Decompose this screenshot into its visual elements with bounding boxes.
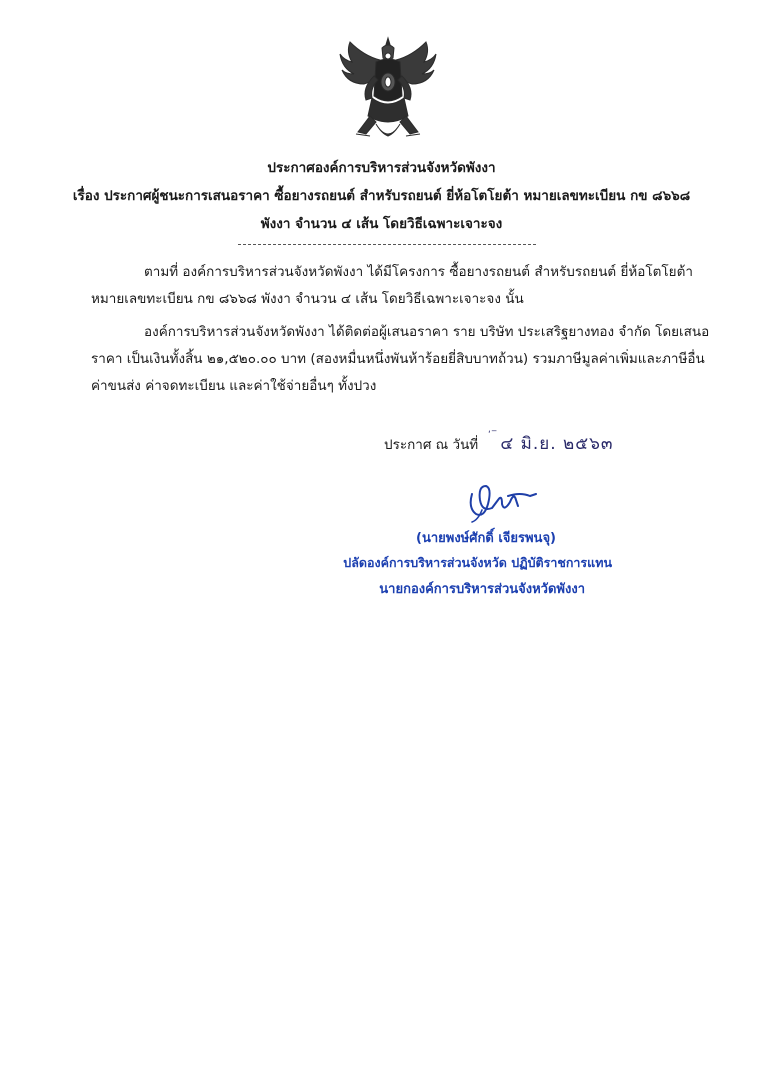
paragraph-2-line-3: ค่าขนส่ง ค่าจดทะเบียน และค่าใช้จ่ายอื่นๆ ทั้งปวง: [91, 378, 377, 394]
announcement-subject: เรื่อง ประกาศผู้ชนะการเสนอราคา ซื้อยางรถยนต์ สำหรับรถยนต์ ยี่ห้อโตโยต้า หมายเลขทะเบียน กข ๘๖๖๘: [72, 188, 691, 204]
date-value: ๔ มิ.ย. ๒๕๖๓: [500, 434, 614, 454]
paragraph-2-line-2: ราคา เป็นเงินทั้งสิ้น ๒๑,๕๒๐.๐๐ บาท (สองหมื่นหนึ่งพันห้าร้อยยี่สิบบาทถ้วน) รวมภาษีมูลค่าเพิ่มและภาษีอื่น: [91, 351, 705, 367]
date-label: ประกาศ ณ วันที่: [384, 437, 479, 453]
paragraph-1-line-2: หมายเลขทะเบียน กข ๘๖๖๘ พังงา จำนวน ๔ เส้น โดยวิธีเฉพาะเจาะจง นั้น: [91, 291, 524, 307]
handwritten-signature: [458, 474, 548, 524]
paragraph-1-line-1: ตามที่ องค์การบริหารส่วนจังหวัดพังงา ได้มีโครงการ ซื้อยางรถยนต์ สำหรับรถยนต์ ยี่ห้อโตโยต้า: [144, 264, 693, 280]
announcement-subject-cont: พังงา จำนวน ๔ เส้น โดยวิธีเฉพาะเจาะจง: [260, 216, 503, 232]
paragraph-2-line-1: องค์การบริหารส่วนจังหวัดพังงา ได้ติดต่อผู้เสนอราคา ราย บริษัท ประเสริฐยางทอง จำกัด โดยเสนอ: [144, 324, 710, 340]
announcement-title: ประกาศองค์การบริหารส่วนจังหวัดพังงา: [267, 160, 496, 176]
signatory-position-2: นายกองค์การบริหารส่วนจังหวัดพังงา: [379, 582, 585, 597]
date-stamp: ‘‾ ๔ มิ.ย. ๒๕๖๓: [488, 430, 614, 454]
signatory-name: (นายพงษ์ศักดิ์ เจียรพนจุ): [416, 531, 556, 546]
signatory-position: ปลัดองค์การบริหารส่วนจังหวัด ปฏิบัติราชการแทน: [343, 555, 612, 570]
title-divider: [238, 244, 536, 245]
garuda-emblem-icon: [336, 36, 440, 146]
